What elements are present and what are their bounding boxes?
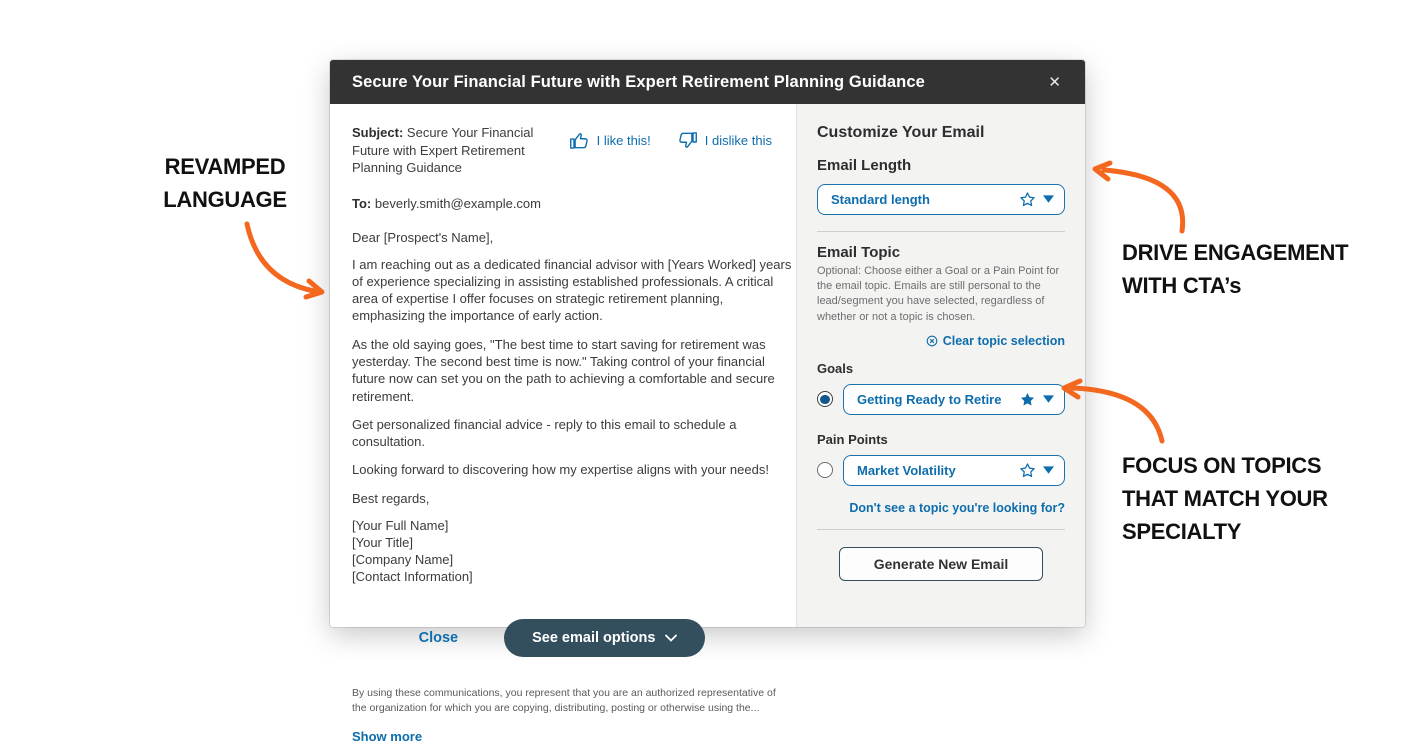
signature-line: [Contact Information]	[352, 568, 473, 584]
chevron-down-icon	[665, 634, 677, 642]
clear-topic-link[interactable]	[926, 334, 1065, 348]
email-paragraph: I am reaching out as a dedicated financial advisor with [Years Worked] years of experience specializing in assisting established professionals. A critical area of expertise I offer focuses on strategic retirement planning, emphasizing the importance of early action.	[352, 256, 792, 324]
email-length-value: Standard length	[831, 192, 930, 207]
arrow-to-email-length	[1095, 163, 1183, 231]
subject-label: Subject:	[352, 125, 404, 140]
goals-value: Getting Ready to Retire	[857, 391, 1002, 407]
to-label: To:	[352, 195, 372, 211]
pain-points-value: Market Volatility	[857, 462, 956, 478]
dislike-label: I dislike this	[704, 133, 772, 148]
star-outline-icon[interactable]	[1019, 191, 1036, 208]
thumbs-down-icon	[677, 130, 698, 151]
customize-title: Customize Your Email	[817, 124, 985, 141]
star-outline-icon[interactable]	[1019, 462, 1036, 479]
circle-x-icon	[926, 335, 938, 347]
feedback-controls	[569, 130, 772, 151]
modal-title: Secure Your Financial Future with Expert Retirement Planning Guidance	[352, 72, 925, 91]
caret-down-icon	[1043, 395, 1054, 404]
signature-line: [Your Full Name]	[352, 518, 449, 534]
email-preview-modal	[330, 60, 1085, 744]
caret-down-icon	[1043, 466, 1054, 475]
pain-points-label: Pain Points	[817, 431, 888, 447]
caret-down-icon	[1043, 195, 1054, 204]
signature-line: [Your Title]	[352, 534, 413, 550]
arrow-left-to-body	[247, 224, 322, 297]
to-value: beverly.smith@example.com	[374, 195, 541, 211]
goals-label: Goals	[817, 360, 854, 376]
legal-disclaimer: By using these communications, you represent that you are an authorized representative of the organization for which you are copying, distributing, posting or otherwise using the...	[352, 686, 776, 714]
annotation-drive-engagement: DRIVE ENGAGEMENT WITH CTA’s	[1122, 240, 1349, 298]
email-paragraph: As the old saying goes, "The best time to start saving for retirement was yesterday. The second best time is now." Taking control of your financial future now can set you on the path to achieving a comfortable and secure retirement.	[352, 336, 775, 404]
thumbs-up-icon	[569, 130, 590, 151]
to-line	[352, 196, 772, 211]
subject-row	[352, 124, 772, 177]
topic-request-link[interactable]: Don't see a topic you're looking for?	[849, 500, 1065, 515]
email-signature	[352, 518, 772, 586]
email-length-dropdown[interactable]	[817, 184, 1065, 215]
email-paragraph: Get personalized financial advice - reply to this email to schedule a consultation.	[352, 416, 737, 450]
email-length-label: Email Length	[817, 157, 912, 174]
annotation-revamped-language: REVAMPED LANGUAGE	[163, 154, 287, 212]
pain-points-row	[817, 455, 1065, 486]
pain-points-radio[interactable]	[817, 462, 833, 478]
goals-radio[interactable]	[817, 391, 833, 407]
see-email-options-label: See email options	[532, 629, 656, 646]
section-divider	[817, 529, 1065, 530]
modal-body	[330, 104, 1085, 744]
subject-text: Secure Your Financial Future with Expert Retirement Planning Guidance	[352, 125, 534, 176]
email-topic-helper: Optional: Choose either a Goal or a Pain Point for the email topic. Emails are still personal to the lead/segment you have selected, regardless of whether or not a topic is chosen.	[817, 265, 1060, 323]
customize-panel	[796, 104, 1085, 627]
pain-points-dropdown[interactable]	[843, 455, 1065, 486]
like-button[interactable]	[569, 130, 651, 151]
dislike-button[interactable]	[677, 130, 772, 151]
email-paragraph: Best regards,	[352, 490, 430, 506]
email-greeting: Dear [Prospect's Name],	[352, 229, 494, 245]
modal-header	[330, 60, 1085, 104]
signature-line: [Company Name]	[352, 551, 454, 567]
email-preview-pane	[330, 104, 796, 744]
close-button[interactable]: Close	[418, 629, 459, 646]
email-topic-label: Email Topic	[817, 244, 901, 261]
subject-line	[352, 124, 547, 177]
email-footer	[352, 619, 772, 657]
section-divider	[817, 231, 1065, 232]
see-email-options-button[interactable]	[504, 619, 705, 657]
star-filled-icon[interactable]	[1019, 391, 1036, 408]
show-more-link[interactable]: Show more	[352, 729, 423, 744]
clear-topic-label: Clear topic selection	[942, 333, 1065, 348]
close-icon[interactable]: ✕	[1048, 74, 1061, 91]
generate-new-email-button[interactable]: Generate New Email	[839, 547, 1044, 581]
like-label: I like this!	[596, 133, 651, 148]
goals-dropdown[interactable]	[843, 384, 1065, 415]
email-paragraph: Looking forward to discovering how my expertise aligns with your needs!	[352, 462, 769, 478]
goals-row	[817, 384, 1065, 415]
annotation-focus-topics: FOCUS ON TOPICS THAT MATCH YOUR SPECIALTY	[1122, 453, 1328, 544]
